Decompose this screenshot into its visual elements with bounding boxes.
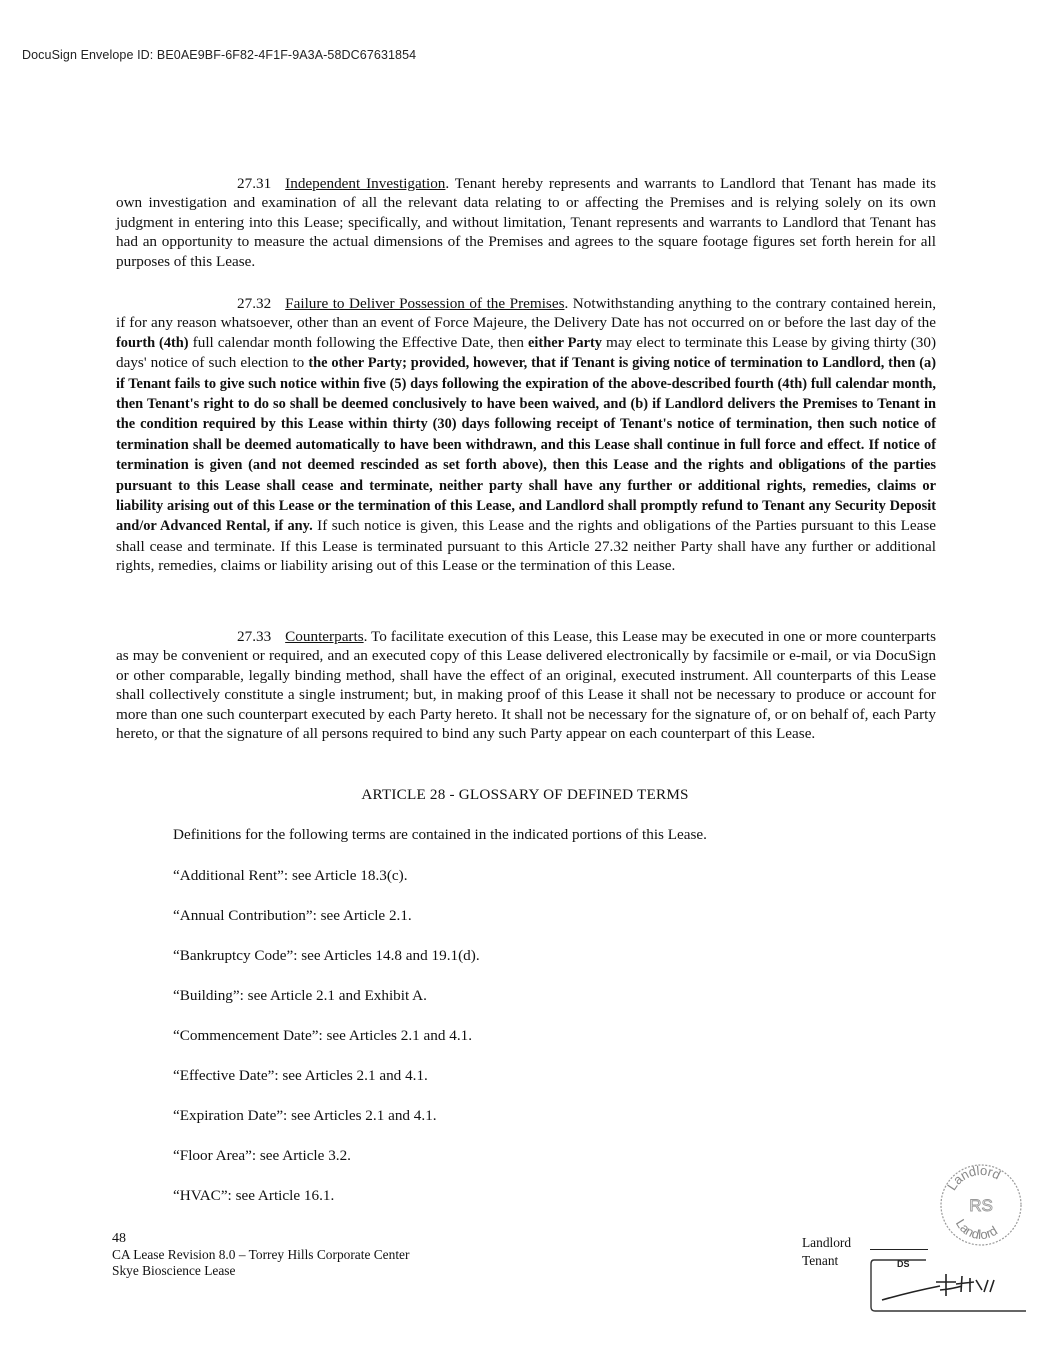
section-number: 27.32 [237,295,272,312]
definition-item: “Effective Date”: see Articles 2.1 and 4.1. [173,1067,428,1084]
section-body-a: . Notwithstanding anything to the contrary contained herein, if for any reason whatsoever, other than an event of Force Majeure, the Delivery Date has not occurred on or before the last day of the [116,295,936,332]
section-body-c: may elect to terminate this Lease by giving thirty (30) days' notice of such election to [116,333,937,372]
page-number: 48 [112,1231,126,1246]
definition-item: “Annual Contribution”: see Article 2.1. [173,907,412,924]
definition-item: “HVAC”: see Article 16.1. [173,1187,335,1204]
definition-item: “Floor Area”: see Article 3.2. [173,1147,351,1164]
definition-item: “Bankruptcy Code”: see Articles 14.8 and 19.1(d). [173,947,480,964]
page-footer [112,1231,409,1279]
initials-block [802,1234,851,1270]
section-27-31 [116,174,936,271]
section-bold-c: the other Party; provided, however, that if Tenant is giving notice of termination to Landlord, then (a) if Tenant fails to give such notice within five (5) days following the expiration of the above-described fourth (4th) full calendar month, then Tenant's right to do so shall be deemed conclusively to have been waived, and (b) if Landlord delivers the Premises to Tenant in the condition required by this Lease within thirty (30) days following receipt of Tenant's notice of termination, then such notice of termination shall be deemed automatically to have been withdrawn, and this Lease shall continue in full force and effect. If notice of termination is given (and not deemed rescinded as set forth above), then this Lease and the rights and obligations of the parties pursuant to this Lease shall cease and terminate, neither party shall have any further or additional rights, remedies, claims or liability arising out of this Lease or the termination of this Lease, and Landlord shall promptly refund to Tenant any Security Deposit and/or Advanced Rental, if any. [116,355,936,535]
definition-item: “Expiration Date”: see Articles 2.1 and 4.1. [173,1107,437,1124]
section-27-33 [116,627,936,743]
stamp-top-text: Landlord [944,1162,1004,1194]
stamp-bottom-text: Landlord [952,1216,1001,1243]
landlord-initial-line [870,1249,928,1250]
article-intro: Definitions for the following terms are contained in the indicated portions of this Lease. [173,826,707,843]
section-27-32 [116,294,936,576]
tenant-label: Tenant [802,1253,839,1268]
definitions-list [173,866,480,1226]
ds-label: DS [897,1259,910,1269]
tenant-docusign-initial [870,1258,1028,1313]
stamp-initials: RS [969,1196,993,1215]
section-bold-b: either Party [528,334,602,351]
definition-item: “Building”: see Article 2.1 and Exhibit A. [173,987,427,1004]
section-title: Counterparts [285,628,364,645]
definition-item: “Additional Rent”: see Article 18.3(c). [173,867,408,884]
section-title: Independent Investigation [285,175,446,192]
section-number: 27.31 [237,175,272,192]
landlord-label: Landlord [802,1235,852,1250]
signature-scrawl [882,1274,994,1300]
envelope-id: DocuSign Envelope ID: BE0AE9BF-6F82-4F1F-9A3A-58DC67631854 [22,48,417,62]
section-number: 27.33 [237,628,272,645]
footer-revision: CA Lease Revision 8.0 – Torrey Hills Corporate Center [112,1247,410,1262]
definition-item: “Commencement Date”: see Articles 2.1 and 4.1. [173,1027,473,1044]
section-body: . To facilitate execution of this Lease, this Lease may be executed in one or more counterparts as may be convenient or required, and an executed copy of this Lease delivered electronically by facsimile or e-mail, or via DocuSign or other comparable, legally binding method, shall have the effect of an original, executed instrument. All counterparts of this Lease shall collectively constitute a single instrument; but, in making proof of this Lease it shall not be necessary to produce or account for more than one such counterpart executed by each Party hereto. It shall not be necessary for the signature of, or on behalf of, each Party hereto, or that the signature of all persons required to bind any such Party appear on each counterpart of this Lease. [116,628,936,743]
section-bold-a: fourth (4th) [116,334,189,351]
ds-bracket [871,1260,1026,1311]
section-body: . Tenant hereby represents and warrants to Landlord that Tenant has made its own investigation and examination of all the relevant data relating to or affecting the Premises and is relying solely on its own judgment in entering into this Lease; specifically, and without limitation, Tenant represents and warrants to Landlord that Tenant has had an opportunity to measure the actual dimensions of the Premises and agrees to the square footage figures set forth herein for all purposes of this Lease. [116,175,936,270]
article-heading: ARTICLE 28 - GLOSSARY OF DEFINED TERMS [361,786,689,803]
section-title: Failure to Deliver Possession of the Premises [285,295,565,312]
landlord-stamp [938,1162,1024,1248]
section-body-b: full calendar month following the Effective Date, then [188,333,529,351]
section-body-d: If such notice is given, this Lease and the rights and obligations of the Parties pursuant to this Lease shall cease and terminate. If this Lease is terminated pursuant to this Article 27.32 neither Party shall have any further or additional rights, remedies, claims or liability arising out of this Lease or the termination of this Lease. [116,517,936,575]
footer-lease-name: Skye Bioscience Lease [112,1263,236,1278]
